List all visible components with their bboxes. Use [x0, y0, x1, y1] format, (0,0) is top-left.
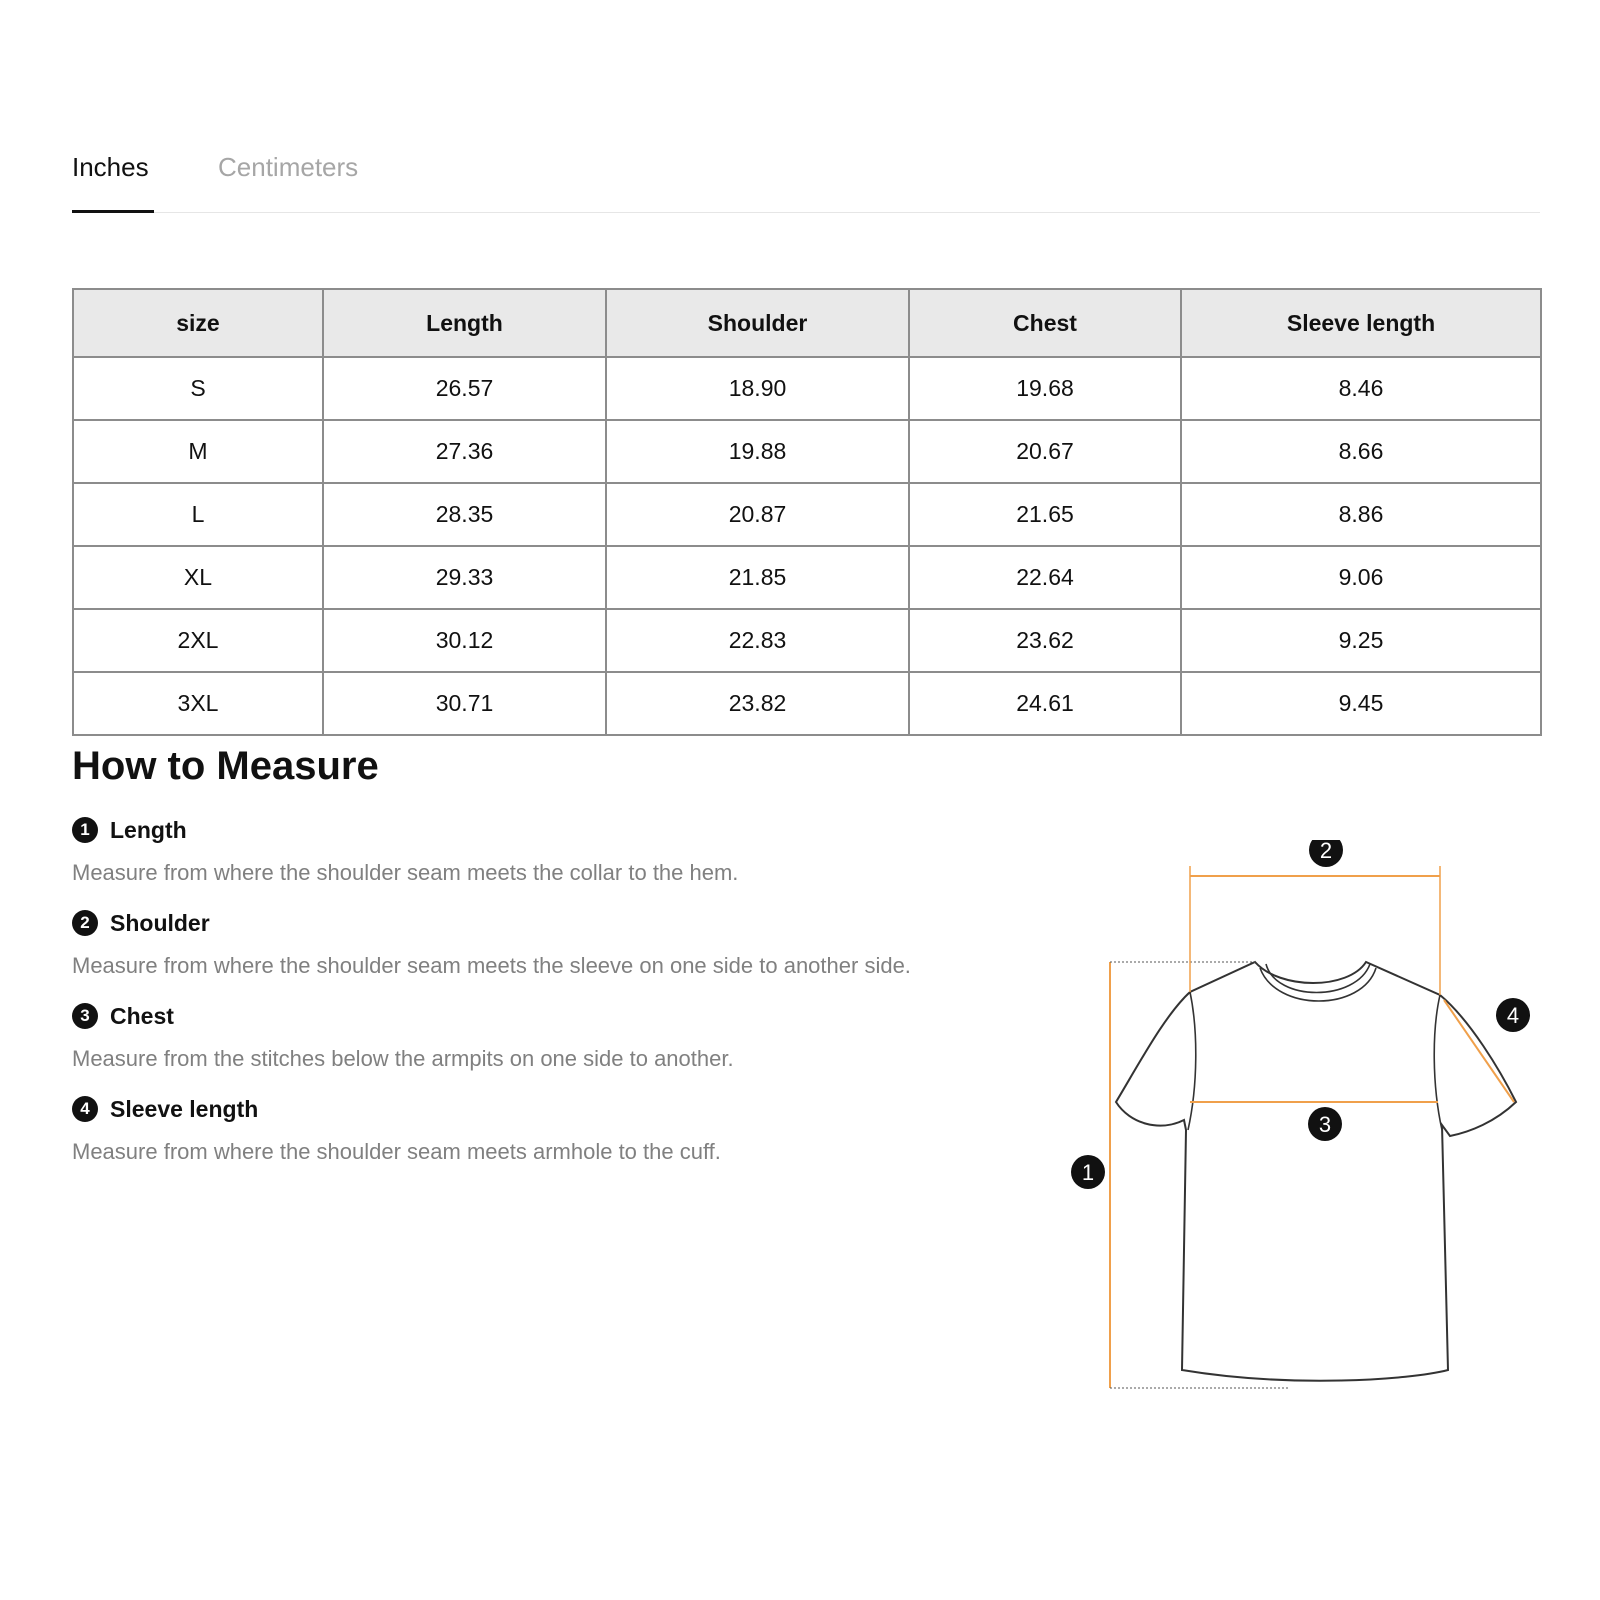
cell-sleeve-length: 8.66 [1181, 420, 1541, 483]
measure-step-length [72, 814, 738, 886]
cell-shoulder: 20.87 [606, 483, 909, 546]
cell-shoulder: 21.85 [606, 546, 909, 609]
cell-chest: 19.68 [909, 357, 1181, 420]
tshirt-measurement-diagram [1040, 840, 1540, 1430]
cell-shoulder: 18.90 [606, 357, 909, 420]
cell-size: M [73, 420, 323, 483]
table-row [73, 420, 1541, 483]
svg-text:1: 1 [1081, 1160, 1095, 1185]
cell-length: 26.57 [323, 357, 606, 420]
step-label: Length [110, 816, 187, 843]
cell-size: S [73, 357, 323, 420]
cell-chest: 21.65 [909, 483, 1181, 546]
number-1-icon: 1 [72, 817, 98, 843]
cell-length: 30.71 [323, 672, 606, 735]
cell-length: 28.35 [323, 483, 606, 546]
svg-text:4: 4 [1506, 1003, 1520, 1028]
table-header-row [73, 289, 1541, 357]
header-sleeve-length: Sleeve length [1181, 289, 1541, 357]
cell-chest: 24.61 [909, 672, 1181, 735]
step-description: Measure from the stitches below the armpits on one side to another. [72, 1046, 734, 1071]
cell-shoulder: 23.82 [606, 672, 909, 735]
svg-text:2: 2 [1319, 840, 1333, 863]
cell-chest: 20.67 [909, 420, 1181, 483]
unit-tabs [72, 140, 1540, 213]
cell-sleeve-length: 9.06 [1181, 546, 1541, 609]
size-table [72, 288, 1542, 736]
marker-1-icon [1071, 1155, 1105, 1189]
cell-chest: 22.64 [909, 546, 1181, 609]
cell-size: 3XL [73, 672, 323, 735]
svg-text:3: 3 [1318, 1112, 1332, 1137]
number-3-icon: 3 [72, 1003, 98, 1029]
step-description: Measure from where the shoulder seam meets the collar to the hem. [72, 860, 739, 885]
cell-size: XL [73, 546, 323, 609]
cell-size: 2XL [73, 609, 323, 672]
number-2-icon: 2 [72, 910, 98, 936]
marker-4-icon [1496, 998, 1530, 1032]
header-length: Length [323, 289, 606, 357]
tab-inches[interactable]: Inches [72, 152, 149, 182]
step-label: Chest [110, 1002, 174, 1029]
table-row [73, 546, 1541, 609]
cell-length: 29.33 [323, 546, 606, 609]
how-to-measure-title: How to Measure [72, 744, 379, 788]
header-shoulder: Shoulder [606, 289, 909, 357]
measure-step-chest [72, 1000, 734, 1072]
cell-sleeve-length: 9.45 [1181, 672, 1541, 735]
measure-step-sleeve-length [72, 1093, 721, 1165]
step-description: Measure from where the shoulder seam meets armhole to the cuff. [72, 1139, 721, 1164]
cell-sleeve-length: 9.25 [1181, 609, 1541, 672]
cell-sleeve-length: 8.46 [1181, 357, 1541, 420]
cell-shoulder: 22.83 [606, 609, 909, 672]
active-tab-indicator [72, 210, 154, 213]
step-label: Sleeve length [110, 1095, 259, 1122]
step-description: Measure from where the shoulder seam meets the sleeve on one side to another side. [72, 953, 911, 978]
table-row [73, 357, 1541, 420]
tshirt-armhole-right [1434, 995, 1442, 1130]
tshirt-armhole-left [1188, 992, 1196, 1130]
marker-3-icon [1308, 1107, 1342, 1141]
cell-shoulder: 19.88 [606, 420, 909, 483]
table-row [73, 483, 1541, 546]
table-row [73, 609, 1541, 672]
cell-size: L [73, 483, 323, 546]
header-chest: Chest [909, 289, 1181, 357]
marker-2-icon [1309, 840, 1343, 867]
number-4-icon: 4 [72, 1096, 98, 1122]
cell-length: 30.12 [323, 609, 606, 672]
cell-chest: 23.62 [909, 609, 1181, 672]
cell-length: 27.36 [323, 420, 606, 483]
step-label: Shoulder [110, 909, 210, 936]
tshirt-outline [1116, 962, 1516, 1381]
tab-centimeters[interactable]: Centimeters [218, 152, 359, 182]
table-row [73, 672, 1541, 735]
measure-step-shoulder [72, 907, 911, 979]
header-size: size [73, 289, 323, 357]
cell-sleeve-length: 8.86 [1181, 483, 1541, 546]
